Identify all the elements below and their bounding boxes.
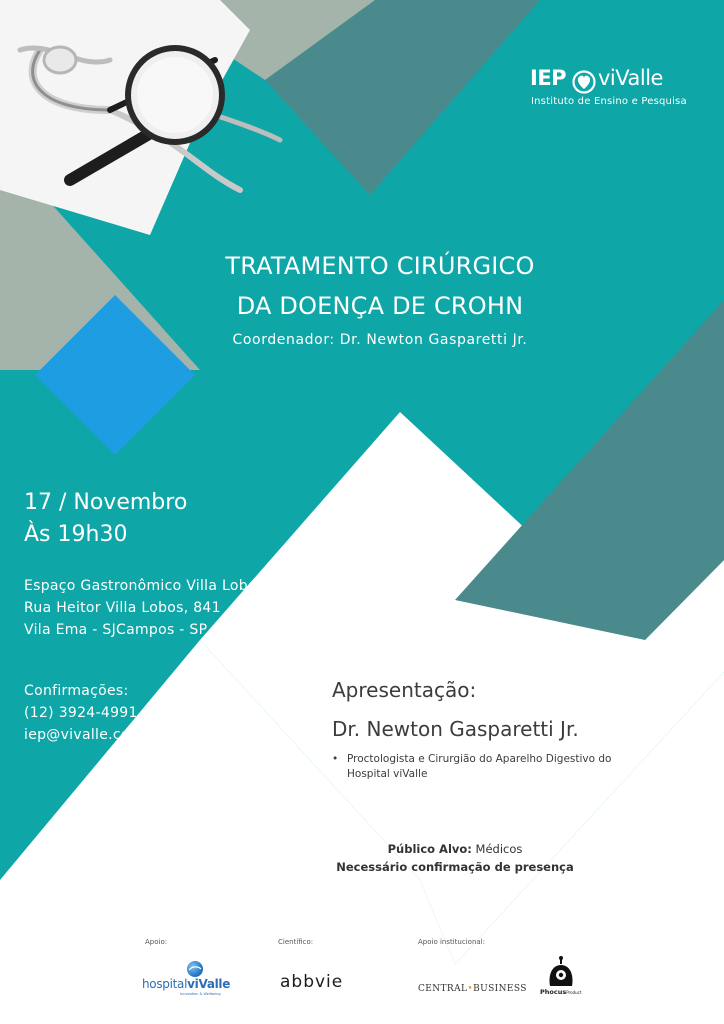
phocus-suffix: Product <box>566 990 582 995</box>
confirmations-email: iep@vivalle.com.br <box>24 727 164 743</box>
hospital-name-part1: hospital <box>142 977 188 991</box>
hospital-name-part2: viValle <box>187 977 231 991</box>
venue-name: Espaço Gastronômico Villa Lobos <box>24 578 265 594</box>
sponsor-institutional-label: Apoio institucional: <box>418 938 485 946</box>
event-title-line2: DA DOENÇA DE CROHN <box>236 292 524 320</box>
sponsor-scientific-label: Científico: <box>278 938 314 946</box>
heart-leaf-icon <box>572 70 596 94</box>
logo-subtitle: Instituto de Ensino e Pesquisa <box>531 96 687 107</box>
venue-city: Vila Ema - SJCampos - SP <box>24 622 208 638</box>
audience-line <box>200 842 710 856</box>
bullet-marker: • <box>332 753 339 765</box>
phocus-mascot-icon <box>540 955 582 989</box>
phocus-name-bold: Phocus <box>540 988 567 996</box>
phocus-product-logo <box>540 955 582 1000</box>
confirmations-heading: Confirmações: <box>24 683 129 699</box>
central-business-part1: CENTRAL <box>418 984 468 994</box>
venue-street: Rua Heitor Villa Lobos, 841 <box>24 600 221 616</box>
hospital-vivalle-logo <box>142 960 262 1000</box>
hospital-tagline: Innovation & Wellbeing <box>180 992 221 996</box>
event-title-line1: TRATAMENTO CIRÚRGICO <box>225 252 535 280</box>
logo-iep-text: IEP <box>530 66 567 90</box>
sponsor-support-label: Apoio: <box>145 938 168 946</box>
central-business-part2: BUSINESS <box>473 984 527 994</box>
globe-icon <box>186 960 204 978</box>
iep-vivalle-logo <box>530 66 710 116</box>
confirmations-phone: (12) 3924-4991 <box>24 705 138 721</box>
central-business-separator: • <box>467 984 474 994</box>
phocus-name <box>540 988 581 996</box>
abbvie-logo: abbvie <box>280 972 344 992</box>
central-business-logo <box>418 984 527 994</box>
hospital-name <box>142 977 230 991</box>
event-time: Às 19h30 <box>24 522 128 547</box>
event-coordinator: Coordenador: Dr. Newton Gasparetti Jr. <box>232 332 528 348</box>
logo-vivalle-text: viValle <box>598 66 663 90</box>
presentation-speaker: Dr. Newton Gasparetti Jr. <box>332 717 579 741</box>
presentation-bio <box>332 752 632 782</box>
event-date: 17 / Novembro <box>24 490 188 515</box>
audience-note: Necessário confirmação de presença <box>336 860 574 874</box>
audience-value: Médicos <box>475 842 523 856</box>
presentation-bio-text: Proctologista e Cirurgião do Aparelho Digestivo do Hospital viValle <box>347 753 612 780</box>
presentation-heading: Apresentação: <box>332 678 477 702</box>
audience-label: Público Alvo: <box>387 842 472 856</box>
